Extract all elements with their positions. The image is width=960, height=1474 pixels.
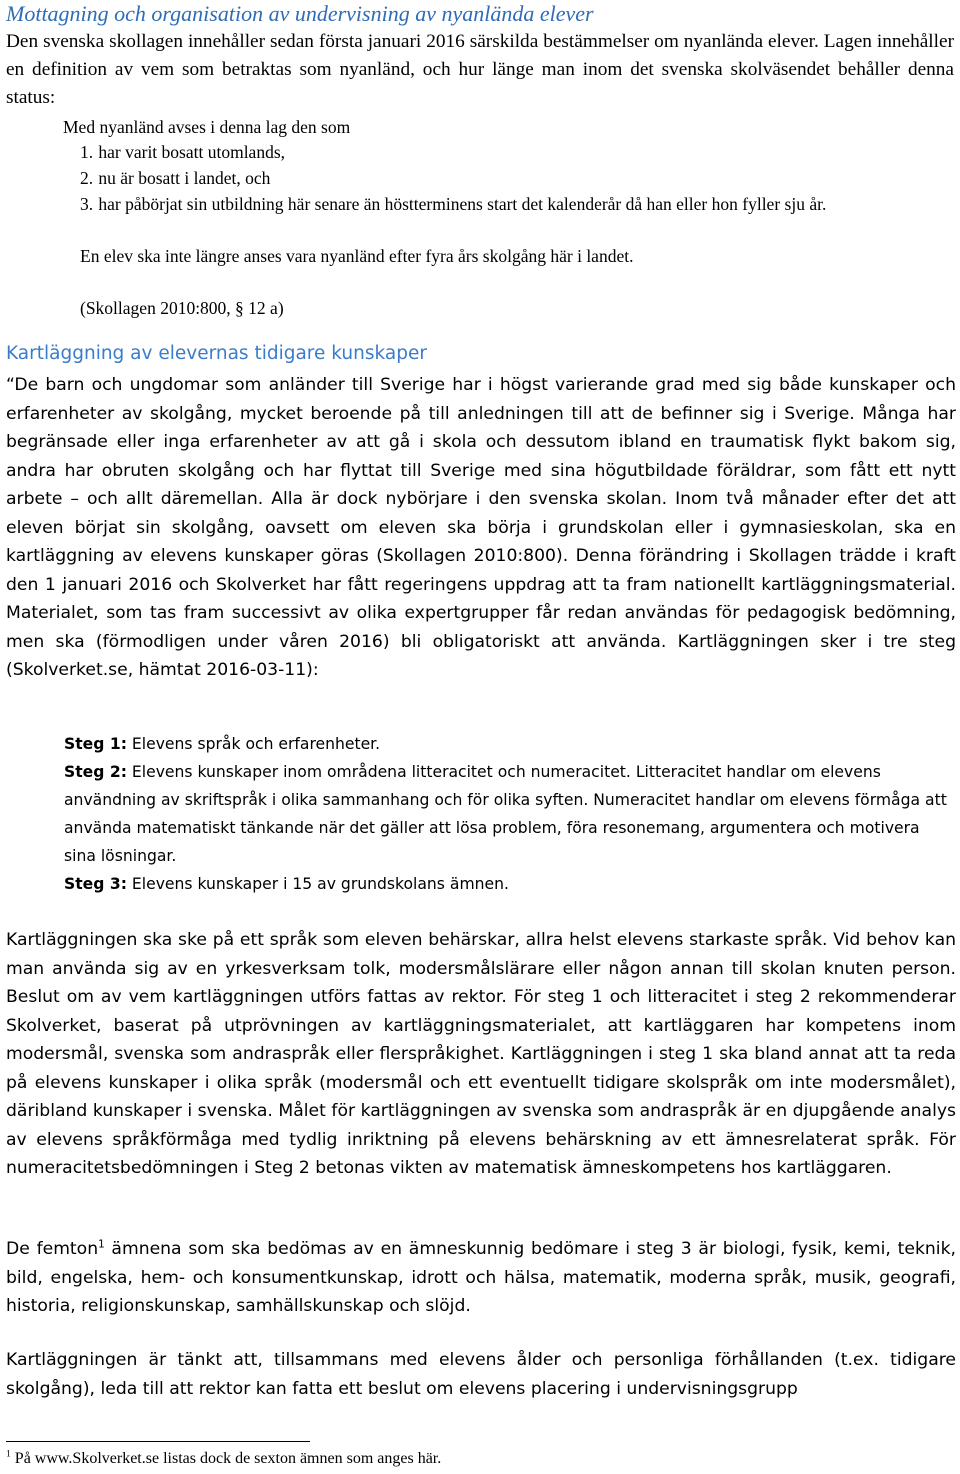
step-text: Elevens språk och erfarenheter.: [126, 735, 381, 753]
step-text: Elevens kunskaper i 15 av grundskolans ämnen.: [126, 875, 509, 893]
page-title: Mottagning och organisation av undervisning av nyanlända elever: [6, 1, 594, 26]
definition-number: 1.: [80, 142, 94, 162]
definition-number: 3.: [80, 194, 94, 214]
definition-text: har påbörjat sin utbildning här senare än höstterminens start det kalenderår då han eller hon fyller sju år.: [98, 194, 827, 214]
definition-number: 2.: [80, 168, 94, 188]
subjects-text-start: De femton: [6, 1239, 99, 1259]
definition-item: [80, 139, 956, 165]
step-item: [64, 730, 956, 758]
paragraph-subjects: [6, 1235, 956, 1321]
subjects-text-rest: ämnena som ska bedömas av en ämneskunnig bedömare i steg 3 är biologi, fysik, kemi, teknik, bild, engelska, hem- och konsumentkunskap, idrott och hälsa, matematik, moderna språk, musik, geografi, historia, religionskunskap, samhällskunskap och slöjd.: [6, 1239, 956, 1316]
steps-list: [64, 730, 956, 898]
step-label: Steg 1:: [64, 735, 127, 753]
footnote-divider: [6, 1441, 310, 1442]
definition-item: [80, 191, 956, 217]
definition-text: har varit bosatt utomlands,: [98, 142, 286, 162]
footnote-number: 1: [6, 1448, 11, 1460]
step-label: Steg 2:: [64, 763, 127, 781]
step-item: [64, 870, 956, 898]
step-label: Steg 3:: [64, 875, 127, 893]
quote-lead: Med nyanländ avses i denna lag den som: [63, 117, 351, 137]
quote-closing: En elev ska inte längre anses vara nyanländ efter fyra års skolgång här i landet.: [80, 246, 634, 266]
footnote-reference[interactable]: 1: [98, 1238, 105, 1251]
footnote-text: På www.Skolverket.se listas dock de sexton ämnen som anges här.: [10, 1450, 442, 1467]
quote-citation: (Skollagen 2010:800, § 12 a): [80, 298, 284, 318]
step-text: Elevens kunskaper inom områdena litteracitet och numeracitet. Litteracitet handlar om elevens användning av skriftspråk i olika sammanhang och för olika syften. Numeracitet handlar om elevens förmåga att använda matematiskt tänkande när det gäller att lösa problem, föra resonemang, argumentera och motivera sina lösningar.: [64, 763, 947, 865]
section-heading: Kartläggning av elevernas tidigare kunskaper: [6, 343, 427, 364]
definition-list: [80, 139, 956, 217]
definition-item: [80, 165, 956, 191]
paragraph-placement: Kartläggningen är tänkt att, tillsammans med elevens ålder och personliga förhållanden (t.ex. tidigare skolgång), leda till att rektor kan fatta ett beslut om elevens placering i undervisningsgrupp: [6, 1350, 956, 1399]
intro-paragraph: Den svenska skollagen innehåller sedan första januari 2016 särskilda bestämmelser om nyanlända elever. Lagen innehåller en definition av vem som betraktas som nyanländ, och hur länge man inom det svenska skolväsendet behåller denna status:: [6, 31, 954, 108]
paragraph-mapping-intro: “De barn och ungdomar som anländer till Sverige har i högst varierande grad med sig både kunskaper och erfarenheter av skolgång, mycket beroende på till anledningen till att de befinner sig i Sverige. Många har begränsade eller inga erfarenheter av att gå i skola och dessutom ibland en traumatisk flykt bakom sig, andra har obruten skolgång och har flyttat till Sverige med sina högutbildade föräldrar, som fått ett nytt arbete – och allt däremellan. Alla är dock nybörjare i den svenska skolan. Inom två månader efter det att eleven börjat sin skolgång, oavsett om eleven ska börja i grundskolan eller i gymnasieskolan, ska en kartläggning av elevens kunskaper göras (Skollagen 2010:800). Denna förändring i Skollagen trädde i kraft den 1 januari 2016 och Skolverket har fått regeringens uppdrag att ta fram nationellt kartläggningsmaterial. Materialet, som tas fram successivt av olika expertgrupper får redan användas för pedagogisk bedömning, men ska (förmodligen under våren 2016) bli obligatoriskt att använda. Kartläggningen sker i tre steg (Skolverket.se, hämtat 2016-03-11):: [6, 375, 956, 680]
step-item: [64, 758, 956, 870]
definition-text: nu är bosatt i landet, och: [98, 168, 271, 188]
footnote: [6, 1447, 441, 1471]
paragraph-language: Kartläggningen ska ske på ett språk som eleven behärskar, allra helst elevens starkaste språk. Vid behov kan man använda sig av en yrkesverksam tolk, modersmålslärare eller någon annan till skolan knuten person. Beslut om av vem kartläggningen utförs fattas av rektor. För steg 1 och litteracitet i steg 2 rekommenderar Skolverket, baserat på utprövningen av kartläggningsmaterialet, att kartläggaren har kompetens inom modersmål, svenska som andraspråk eller flerspråkighet. Kartläggningen i steg 1 ska bland annat att ta reda på elevens kunskaper i olika språk (modersmål och ett eventuellt tidigare skolspråk om inte modersmålet), däribland kunskaper i svenska. Målet för kartläggningen av svenska som andraspråk är en djupgående analys av elevens språkförmåga med tydlig inriktning på elevens behärskning av ett ämnesrelaterat språk. För numeracitetsbedömningen i Steg 2 betonas vikten av matematisk ämneskompetens hos kartläggaren.: [6, 930, 956, 1178]
